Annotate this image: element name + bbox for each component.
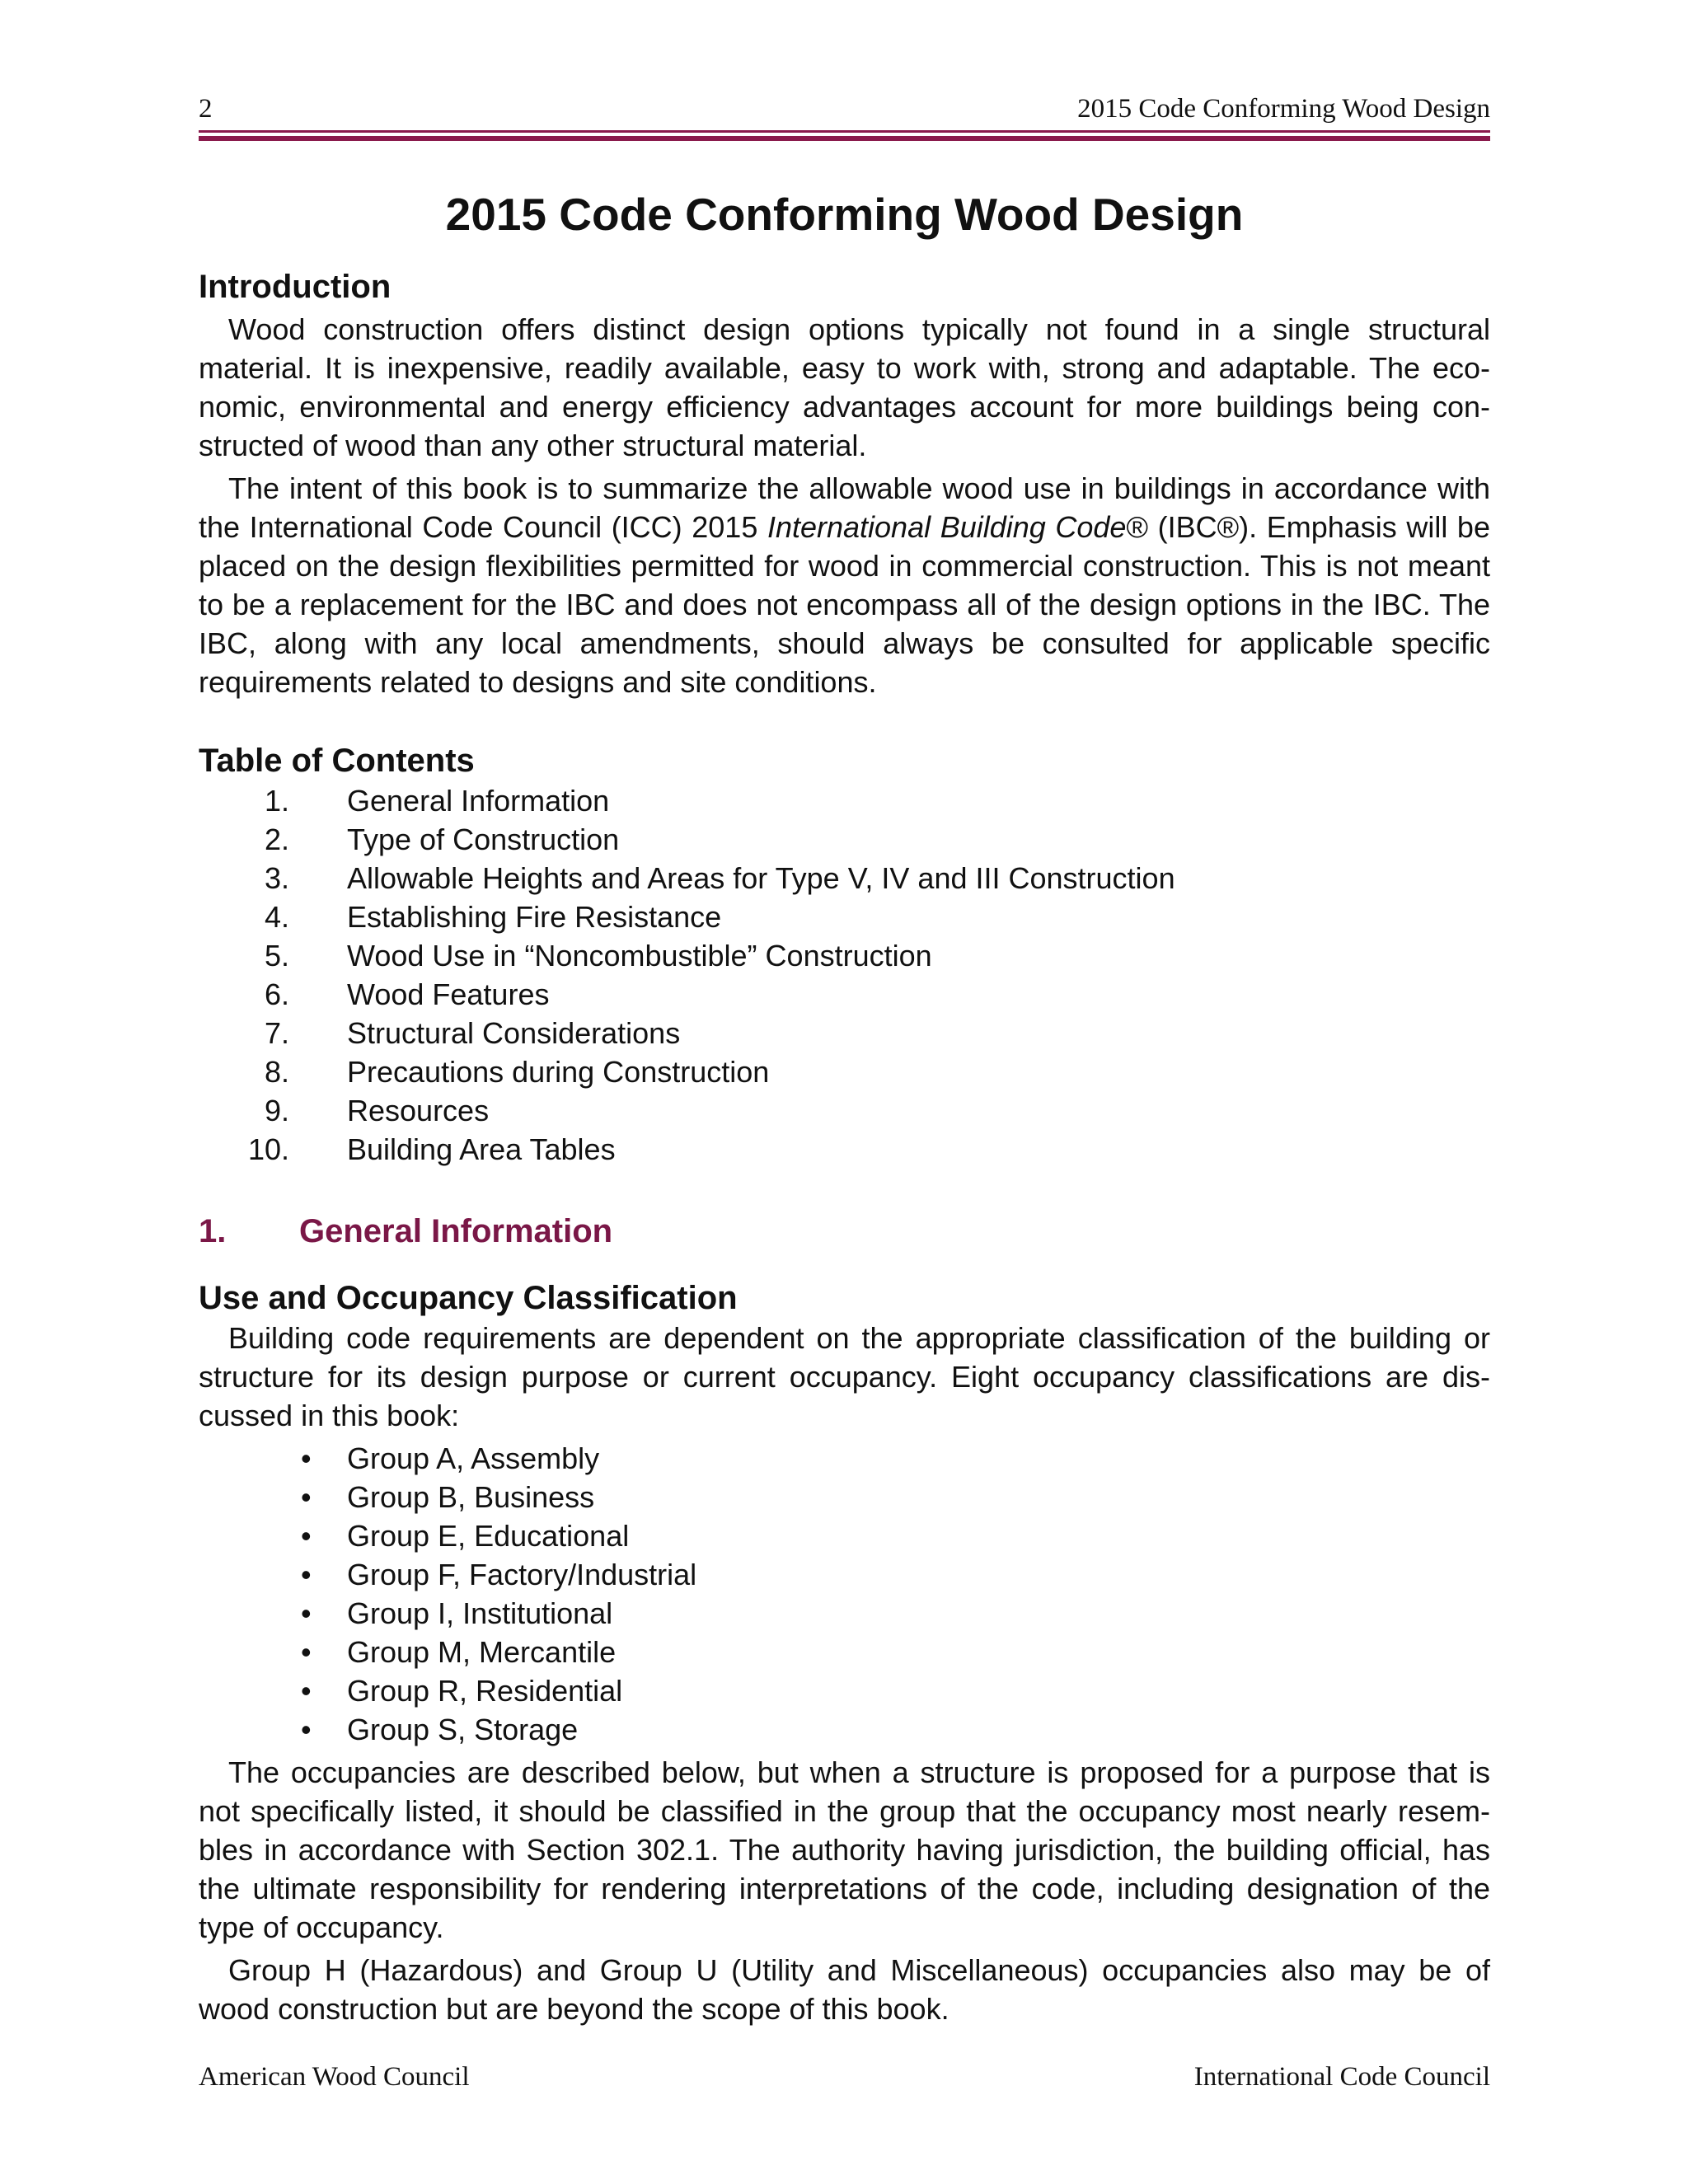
occupancy-group-label: Group M, Mercantile xyxy=(347,1635,617,1669)
occupancy-group-label: Group I, Institutional xyxy=(347,1596,613,1630)
bullet-icon: • xyxy=(301,1558,312,1591)
toc-item-label: Establishing Fire Resistance xyxy=(347,900,722,934)
bullet-icon: • xyxy=(301,1480,312,1514)
occupancy-group-item xyxy=(199,1633,1490,1671)
occupancy-group-item xyxy=(199,1594,1490,1633)
bullet-icon: • xyxy=(301,1519,312,1553)
document-page xyxy=(199,0,1490,2184)
toc-item-number: 6. xyxy=(264,977,289,1011)
toc-item-label: Wood Features xyxy=(347,977,550,1011)
page-footer xyxy=(199,2060,1490,2093)
toc-item xyxy=(199,936,1490,975)
header-rule-thick xyxy=(199,136,1490,141)
occupancy-group-label: Group A, Assembly xyxy=(347,1441,600,1475)
introduction-paragraph-1: Wood construction offers distinct design options typically not found in a single structural material. It is inexpensive, readily available, easy to work with, strong and adaptable. The economic, environmental and energy efficiency advantages account for more buildings being constructed of wood than any other structural material. xyxy=(199,312,1490,462)
bullet-icon: • xyxy=(301,1674,312,1708)
toc-heading: Table of Contents xyxy=(199,743,475,779)
toc-item-label: Type of Construction xyxy=(347,823,620,856)
toc-item xyxy=(199,975,1490,1014)
section-1-heading xyxy=(199,1211,1490,1252)
running-title: 2015 Code Conforming Wood Design xyxy=(1077,94,1490,124)
ibc-title: International Building Code xyxy=(767,510,1127,544)
occupancy-group-label: Group S, Storage xyxy=(347,1713,579,1746)
toc-item xyxy=(199,1052,1490,1091)
occupancy-group-label: Group E, Educational xyxy=(347,1519,630,1553)
occupancy-group-item xyxy=(199,1555,1490,1594)
toc-item-label: Allowable Heights and Areas for Type V, IV and III Construction xyxy=(347,861,1175,895)
page-number: 2 xyxy=(199,94,213,124)
bullet-icon: • xyxy=(301,1441,312,1475)
toc-item xyxy=(199,859,1490,898)
occupancy-group-item xyxy=(199,1516,1490,1555)
toc-item xyxy=(199,820,1490,859)
toc-item-number: 5. xyxy=(264,939,289,972)
occupancy-group-item xyxy=(199,1478,1490,1516)
footer-left: American Wood Council xyxy=(199,2062,470,2092)
occupancy-group-item xyxy=(199,1439,1490,1478)
toc-item-number: 3. xyxy=(264,861,289,895)
footer-right: International Code Council xyxy=(1193,2062,1490,2092)
bullet-icon: • xyxy=(301,1635,312,1669)
occupancy-group-label: Group F, Factory/Industrial xyxy=(347,1558,697,1591)
occupancy-group-item xyxy=(199,1671,1490,1710)
toc-item-label: General Information xyxy=(347,784,610,818)
table-of-contents xyxy=(199,740,1490,1169)
toc-item xyxy=(199,1014,1490,1052)
occupancy-paragraph-1: Building code requirements are dependent on the appropriate classification of the building or structure for its design purpose or current occupancy. Eight occupancy classifications are discussed in this book: xyxy=(199,1321,1490,1432)
introduction-paragraph-2: The intent of this book is to summarize the allowable wood use in buildings in accordance with the International Code Council (ICC) 2015 International Building Code® (IBC®). Emphasis will be placed on the design flexibilities permitted for wood in commercial construction. This is not meant to be a replacement for the IBC and does not encompass all of the design options in the IBC. The IBC, along with any local amendments, should always be consulted for applicable specific requirements related to designs and site conditions. xyxy=(199,471,1490,699)
introduction-section xyxy=(199,266,1490,701)
toc-item-label: Resources xyxy=(347,1094,490,1127)
occupancy-paragraph-2: The occupancies are described below, but when a structure is proposed for a purpose that is not specifically listed, it should be classified in the group that the occupancy most nearly resembles in accordance with Section 302.1. The authority having jurisdiction, the building official, has the ultimate responsibility for rendering interpretations of the code, including designation of the type of occupancy. xyxy=(199,1755,1490,1944)
toc-item-label: Precautions during Construction xyxy=(347,1055,770,1089)
page-title: 2015 Code Conforming Wood Design xyxy=(445,189,1244,240)
occupancy-paragraph-3: Group H (Hazardous) and Group U (Utility and Miscellaneous) occupancies also may be of wood construction but are beyond the scope of this book. xyxy=(199,1953,1490,2026)
toc-item-number: 4. xyxy=(264,900,289,934)
occupancy-group-label: Group B, Business xyxy=(347,1480,595,1514)
occupancy-group-item xyxy=(199,1710,1490,1749)
occupancy-subheading: Use and Occupancy Classification xyxy=(199,1280,738,1316)
toc-item-number: 2. xyxy=(264,823,289,856)
occupancy-group-list xyxy=(199,1439,1490,1749)
toc-item xyxy=(199,1130,1490,1169)
toc-item-label: Wood Use in “Noncombustible” Construction xyxy=(347,939,932,972)
toc-item xyxy=(199,898,1490,936)
toc-item xyxy=(199,781,1490,820)
toc-item-number: 1. xyxy=(264,784,289,818)
toc-item-label: Structural Considerations xyxy=(347,1016,681,1050)
toc-item-number: 10. xyxy=(247,1132,289,1166)
occupancy-group-label: Group R, Residential xyxy=(347,1674,623,1708)
toc-item-number: 9. xyxy=(264,1094,289,1127)
bullet-icon: • xyxy=(301,1596,312,1630)
toc-item-label: Building Area Tables xyxy=(347,1132,616,1166)
header-rule-thin xyxy=(199,130,1490,133)
section-1-title: General Information xyxy=(299,1213,613,1249)
running-header xyxy=(199,92,1490,125)
introduction-heading: Introduction xyxy=(199,269,392,305)
toc-item-number: 8. xyxy=(264,1055,289,1089)
bullet-icon: • xyxy=(301,1713,312,1746)
toc-item-number: 7. xyxy=(264,1016,289,1050)
toc-item xyxy=(199,1091,1490,1130)
toc-list xyxy=(199,781,1490,1169)
section-1-number: 1. xyxy=(199,1213,227,1249)
section-general-information xyxy=(199,1211,1490,2028)
